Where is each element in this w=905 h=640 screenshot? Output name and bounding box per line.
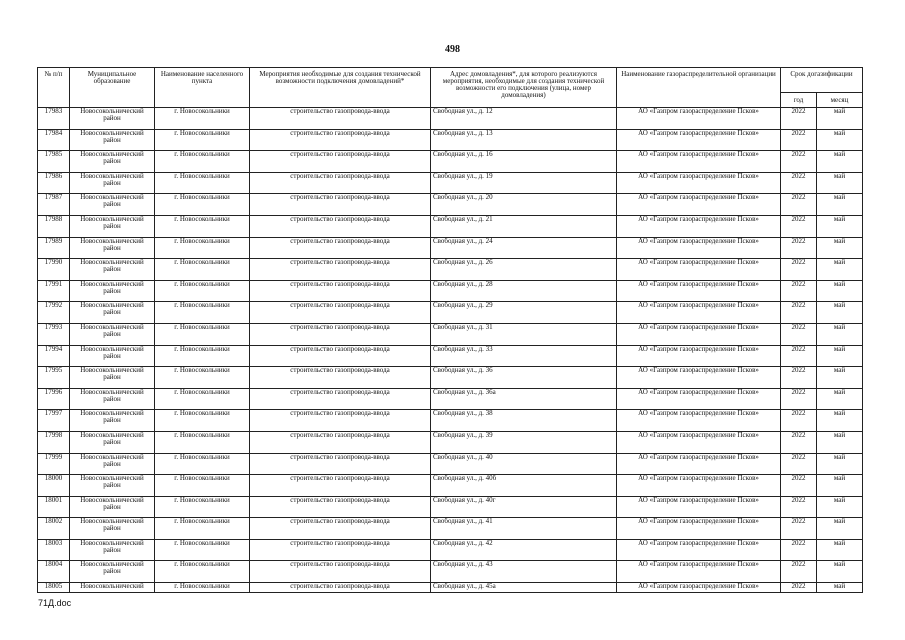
- address-cell: Свободная ул., д. 20: [431, 194, 617, 216]
- row-number: 17996: [38, 388, 70, 410]
- month-cell: май: [817, 388, 863, 410]
- month-cell: май: [817, 475, 863, 497]
- table-row: [38, 302, 863, 324]
- table-row: [38, 345, 863, 367]
- municipality-cell: Новосокольнический район: [70, 496, 155, 518]
- row-number: 17992: [38, 302, 70, 324]
- locality-cell: г. Новосокольники: [155, 345, 250, 367]
- year-cell: 2022: [781, 388, 817, 410]
- locality-cell: г. Новосокольники: [155, 453, 250, 475]
- header-locality: Наименование населенного пункта: [155, 68, 250, 108]
- municipality-cell: Новосокольнический район: [70, 194, 155, 216]
- municipality-cell: Новосокольнический район: [70, 129, 155, 151]
- header-deadline: Срок догазификации: [781, 68, 863, 93]
- year-cell: 2022: [781, 323, 817, 345]
- municipality-cell: Новосокольнический район: [70, 259, 155, 281]
- locality-cell: г. Новосокольники: [155, 475, 250, 497]
- address-cell: Свободная ул., д. 36: [431, 367, 617, 389]
- table-body: [38, 108, 863, 593]
- year-cell: 2022: [781, 410, 817, 432]
- header-municipality: Муниципальное образование: [70, 68, 155, 108]
- month-cell: май: [817, 345, 863, 367]
- municipality-cell: Новосокольнический район: [70, 367, 155, 389]
- address-cell: Свободная ул., д. 24: [431, 237, 617, 259]
- row-number: 17994: [38, 345, 70, 367]
- address-cell: Свободная ул., д. 21: [431, 215, 617, 237]
- address-cell: Свободная ул., д. 41: [431, 518, 617, 540]
- table-row: [38, 410, 863, 432]
- locality-cell: г. Новосокольники: [155, 280, 250, 302]
- organization-cell: АО «Газпром газораспределение Псков»: [617, 453, 781, 475]
- table-row: [38, 259, 863, 281]
- activity-cell: строительство газопровода-ввода: [250, 583, 431, 593]
- month-cell: май: [817, 151, 863, 173]
- organization-cell: АО «Газпром газораспределение Псков»: [617, 561, 781, 583]
- address-cell: Свободная ул., д. 13: [431, 129, 617, 151]
- municipality-cell: Новосокольнический район: [70, 518, 155, 540]
- year-cell: 2022: [781, 583, 817, 593]
- municipality-cell: Новосокольнический район: [70, 151, 155, 173]
- activity-cell: строительство газопровода-ввода: [250, 345, 431, 367]
- row-number: 17997: [38, 410, 70, 432]
- address-cell: Свободная ул., д. 28: [431, 280, 617, 302]
- address-cell: Свободная ул., д. 40г: [431, 496, 617, 518]
- month-cell: май: [817, 518, 863, 540]
- year-cell: 2022: [781, 345, 817, 367]
- address-cell: Свободная ул., д. 16: [431, 151, 617, 173]
- municipality-cell: Новосокольнический район: [70, 453, 155, 475]
- address-cell: Свободная ул., д. 33: [431, 345, 617, 367]
- address-cell: Свободная ул., д. 43: [431, 561, 617, 583]
- municipality-cell: Новосокольнический район: [70, 323, 155, 345]
- month-cell: май: [817, 215, 863, 237]
- table-row: [38, 323, 863, 345]
- table-row: [38, 475, 863, 497]
- address-cell: Свободная ул., д. 40: [431, 453, 617, 475]
- month-cell: май: [817, 431, 863, 453]
- year-cell: 2022: [781, 518, 817, 540]
- table-row: [38, 518, 863, 540]
- activity-cell: строительство газопровода-ввода: [250, 539, 431, 561]
- table-row: [38, 108, 863, 130]
- row-number: 17999: [38, 453, 70, 475]
- row-number: 17993: [38, 323, 70, 345]
- table-row: [38, 583, 863, 593]
- municipality-cell: Новосокольнический район: [70, 388, 155, 410]
- municipality-cell: Новосокольнический район: [70, 172, 155, 194]
- header-month: месяц: [817, 93, 863, 108]
- address-cell: Свободная ул., д. 38: [431, 410, 617, 432]
- table-row: [38, 367, 863, 389]
- locality-cell: г. Новосокольники: [155, 539, 250, 561]
- activity-cell: строительство газопровода-ввода: [250, 561, 431, 583]
- year-cell: 2022: [781, 431, 817, 453]
- locality-cell: г. Новосокольники: [155, 518, 250, 540]
- row-number: 17989: [38, 237, 70, 259]
- month-cell: май: [817, 496, 863, 518]
- year-cell: 2022: [781, 129, 817, 151]
- activity-cell: строительство газопровода-ввода: [250, 388, 431, 410]
- locality-cell: г. Новосокольники: [155, 367, 250, 389]
- locality-cell: г. Новосокольники: [155, 388, 250, 410]
- municipality-cell: Новосокольнический: [70, 583, 155, 593]
- gasification-table: [37, 67, 863, 593]
- locality-cell: г. Новосокольники: [155, 237, 250, 259]
- activity-cell: строительство газопровода-ввода: [250, 151, 431, 173]
- activity-cell: строительство газопровода-ввода: [250, 453, 431, 475]
- year-cell: 2022: [781, 172, 817, 194]
- year-cell: 2022: [781, 496, 817, 518]
- address-cell: Свободная ул., д. 26: [431, 259, 617, 281]
- address-cell: Свободная ул., д. 42: [431, 539, 617, 561]
- table-row: [38, 172, 863, 194]
- municipality-cell: Новосокольнический район: [70, 215, 155, 237]
- municipality-cell: Новосокольнический район: [70, 431, 155, 453]
- month-cell: май: [817, 453, 863, 475]
- municipality-cell: Новосокольнический район: [70, 561, 155, 583]
- month-cell: май: [817, 323, 863, 345]
- activity-cell: строительство газопровода-ввода: [250, 367, 431, 389]
- activity-cell: строительство газопровода-ввода: [250, 194, 431, 216]
- address-cell: Свободная ул., д. 29: [431, 302, 617, 324]
- year-cell: 2022: [781, 367, 817, 389]
- locality-cell: г. Новосокольники: [155, 302, 250, 324]
- table-row: [38, 496, 863, 518]
- locality-cell: г. Новосокольники: [155, 561, 250, 583]
- municipality-cell: Новосокольнический район: [70, 302, 155, 324]
- row-number: 17990: [38, 259, 70, 281]
- activity-cell: строительство газопровода-ввода: [250, 108, 431, 130]
- month-cell: май: [817, 583, 863, 593]
- month-cell: май: [817, 302, 863, 324]
- organization-cell: АО «Газпром газораспределение Псков»: [617, 323, 781, 345]
- header-organization: Наименование газораспределительной организации: [617, 68, 781, 108]
- municipality-cell: Новосокольнический район: [70, 345, 155, 367]
- month-cell: май: [817, 539, 863, 561]
- locality-cell: г. Новосокольники: [155, 583, 250, 593]
- municipality-cell: Новосокольнический район: [70, 539, 155, 561]
- month-cell: май: [817, 561, 863, 583]
- organization-cell: АО «Газпром газораспределение Псков»: [617, 496, 781, 518]
- organization-cell: АО «Газпром газораспределение Псков»: [617, 237, 781, 259]
- year-cell: 2022: [781, 280, 817, 302]
- address-cell: Свободная ул., д. 31: [431, 323, 617, 345]
- organization-cell: АО «Газпром газораспределение Псков»: [617, 367, 781, 389]
- address-cell: Свободная ул., д. 45а: [431, 583, 617, 593]
- activity-cell: строительство газопровода-ввода: [250, 215, 431, 237]
- month-cell: май: [817, 259, 863, 281]
- row-number: 17988: [38, 215, 70, 237]
- month-cell: май: [817, 172, 863, 194]
- organization-cell: АО «Газпром газораспределение Псков»: [617, 108, 781, 130]
- row-number: 18001: [38, 496, 70, 518]
- address-cell: Свободная ул., д. 36а: [431, 388, 617, 410]
- activity-cell: строительство газопровода-ввода: [250, 280, 431, 302]
- activity-cell: строительство газопровода-ввода: [250, 431, 431, 453]
- row-number: 18003: [38, 539, 70, 561]
- row-number: 18005: [38, 583, 70, 593]
- locality-cell: г. Новосокольники: [155, 431, 250, 453]
- month-cell: май: [817, 367, 863, 389]
- activity-cell: строительство газопровода-ввода: [250, 302, 431, 324]
- table-row: [38, 280, 863, 302]
- month-cell: май: [817, 108, 863, 130]
- activity-cell: строительство газопровода-ввода: [250, 237, 431, 259]
- row-number: 17991: [38, 280, 70, 302]
- locality-cell: г. Новосокольники: [155, 215, 250, 237]
- table-row: [38, 561, 863, 583]
- month-cell: май: [817, 194, 863, 216]
- organization-cell: АО «Газпром газораспределение Псков»: [617, 345, 781, 367]
- activity-cell: строительство газопровода-ввода: [250, 496, 431, 518]
- table-row: [38, 388, 863, 410]
- table-row: [38, 129, 863, 151]
- organization-cell: АО «Газпром газораспределение Псков»: [617, 172, 781, 194]
- locality-cell: г. Новосокольники: [155, 129, 250, 151]
- activity-cell: строительство газопровода-ввода: [250, 518, 431, 540]
- organization-cell: АО «Газпром газораспределение Псков»: [617, 539, 781, 561]
- table-row: [38, 215, 863, 237]
- document-filename: 71Д.doc: [38, 598, 72, 608]
- organization-cell: АО «Газпром газораспределение Псков»: [617, 280, 781, 302]
- locality-cell: г. Новосокольники: [155, 496, 250, 518]
- organization-cell: АО «Газпром газораспределение Псков»: [617, 583, 781, 593]
- organization-cell: АО «Газпром газораспределение Псков»: [617, 410, 781, 432]
- address-cell: Свободная ул., д. 39: [431, 431, 617, 453]
- year-cell: 2022: [781, 453, 817, 475]
- locality-cell: г. Новосокольники: [155, 410, 250, 432]
- organization-cell: АО «Газпром газораспределение Псков»: [617, 194, 781, 216]
- row-number: 17984: [38, 129, 70, 151]
- year-cell: 2022: [781, 259, 817, 281]
- locality-cell: г. Новосокольники: [155, 194, 250, 216]
- organization-cell: АО «Газпром газораспределение Псков»: [617, 259, 781, 281]
- row-number: 18000: [38, 475, 70, 497]
- row-number: 18002: [38, 518, 70, 540]
- locality-cell: г. Новосокольники: [155, 172, 250, 194]
- table-row: [38, 237, 863, 259]
- year-cell: 2022: [781, 539, 817, 561]
- month-cell: май: [817, 237, 863, 259]
- header-num: № п/п: [38, 68, 70, 108]
- locality-cell: г. Новосокольники: [155, 259, 250, 281]
- table-row: [38, 539, 863, 561]
- year-cell: 2022: [781, 237, 817, 259]
- row-number: 17986: [38, 172, 70, 194]
- organization-cell: АО «Газпром газораспределение Псков»: [617, 518, 781, 540]
- year-cell: 2022: [781, 302, 817, 324]
- month-cell: май: [817, 129, 863, 151]
- header-address: Адрес домовладения*, для которого реализуются мероприятия, необходимые для создания технической возможности его подключения (улица, номер домовладения): [431, 68, 617, 108]
- header-activity: Мероприятия необходимые для создания технической возможности подключения домовладений*: [250, 68, 431, 108]
- activity-cell: строительство газопровода-ввода: [250, 410, 431, 432]
- municipality-cell: Новосокольнический район: [70, 237, 155, 259]
- organization-cell: АО «Газпром газораспределение Псков»: [617, 475, 781, 497]
- year-cell: 2022: [781, 475, 817, 497]
- activity-cell: строительство газопровода-ввода: [250, 475, 431, 497]
- organization-cell: АО «Газпром газораспределение Псков»: [617, 431, 781, 453]
- table-row: [38, 151, 863, 173]
- row-number: 17985: [38, 151, 70, 173]
- table-row: [38, 194, 863, 216]
- row-number: 18004: [38, 561, 70, 583]
- activity-cell: строительство газопровода-ввода: [250, 172, 431, 194]
- municipality-cell: Новосокольнический район: [70, 280, 155, 302]
- municipality-cell: Новосокольнический район: [70, 108, 155, 130]
- organization-cell: АО «Газпром газораспределение Псков»: [617, 302, 781, 324]
- table-row: [38, 453, 863, 475]
- header-year: год: [781, 93, 817, 108]
- organization-cell: АО «Газпром газораспределение Псков»: [617, 151, 781, 173]
- activity-cell: строительство газопровода-ввода: [250, 259, 431, 281]
- organization-cell: АО «Газпром газораспределение Псков»: [617, 388, 781, 410]
- address-cell: Свободная ул., д. 40б: [431, 475, 617, 497]
- row-number: 17983: [38, 108, 70, 130]
- municipality-cell: Новосокольнический район: [70, 475, 155, 497]
- year-cell: 2022: [781, 215, 817, 237]
- organization-cell: АО «Газпром газораспределение Псков»: [617, 129, 781, 151]
- row-number: 17995: [38, 367, 70, 389]
- month-cell: май: [817, 410, 863, 432]
- organization-cell: АО «Газпром газораспределение Псков»: [617, 215, 781, 237]
- activity-cell: строительство газопровода-ввода: [250, 323, 431, 345]
- locality-cell: г. Новосокольники: [155, 323, 250, 345]
- year-cell: 2022: [781, 151, 817, 173]
- page-number: 498: [445, 44, 460, 55]
- address-cell: Свободная ул., д. 12: [431, 108, 617, 130]
- year-cell: 2022: [781, 108, 817, 130]
- address-cell: Свободная ул., д. 19: [431, 172, 617, 194]
- locality-cell: г. Новосокольники: [155, 151, 250, 173]
- table-row: [38, 431, 863, 453]
- row-number: 17987: [38, 194, 70, 216]
- row-number: 17998: [38, 431, 70, 453]
- month-cell: май: [817, 280, 863, 302]
- municipality-cell: Новосокольнический район: [70, 410, 155, 432]
- year-cell: 2022: [781, 561, 817, 583]
- year-cell: 2022: [781, 194, 817, 216]
- activity-cell: строительство газопровода-ввода: [250, 129, 431, 151]
- locality-cell: г. Новосокольники: [155, 108, 250, 130]
